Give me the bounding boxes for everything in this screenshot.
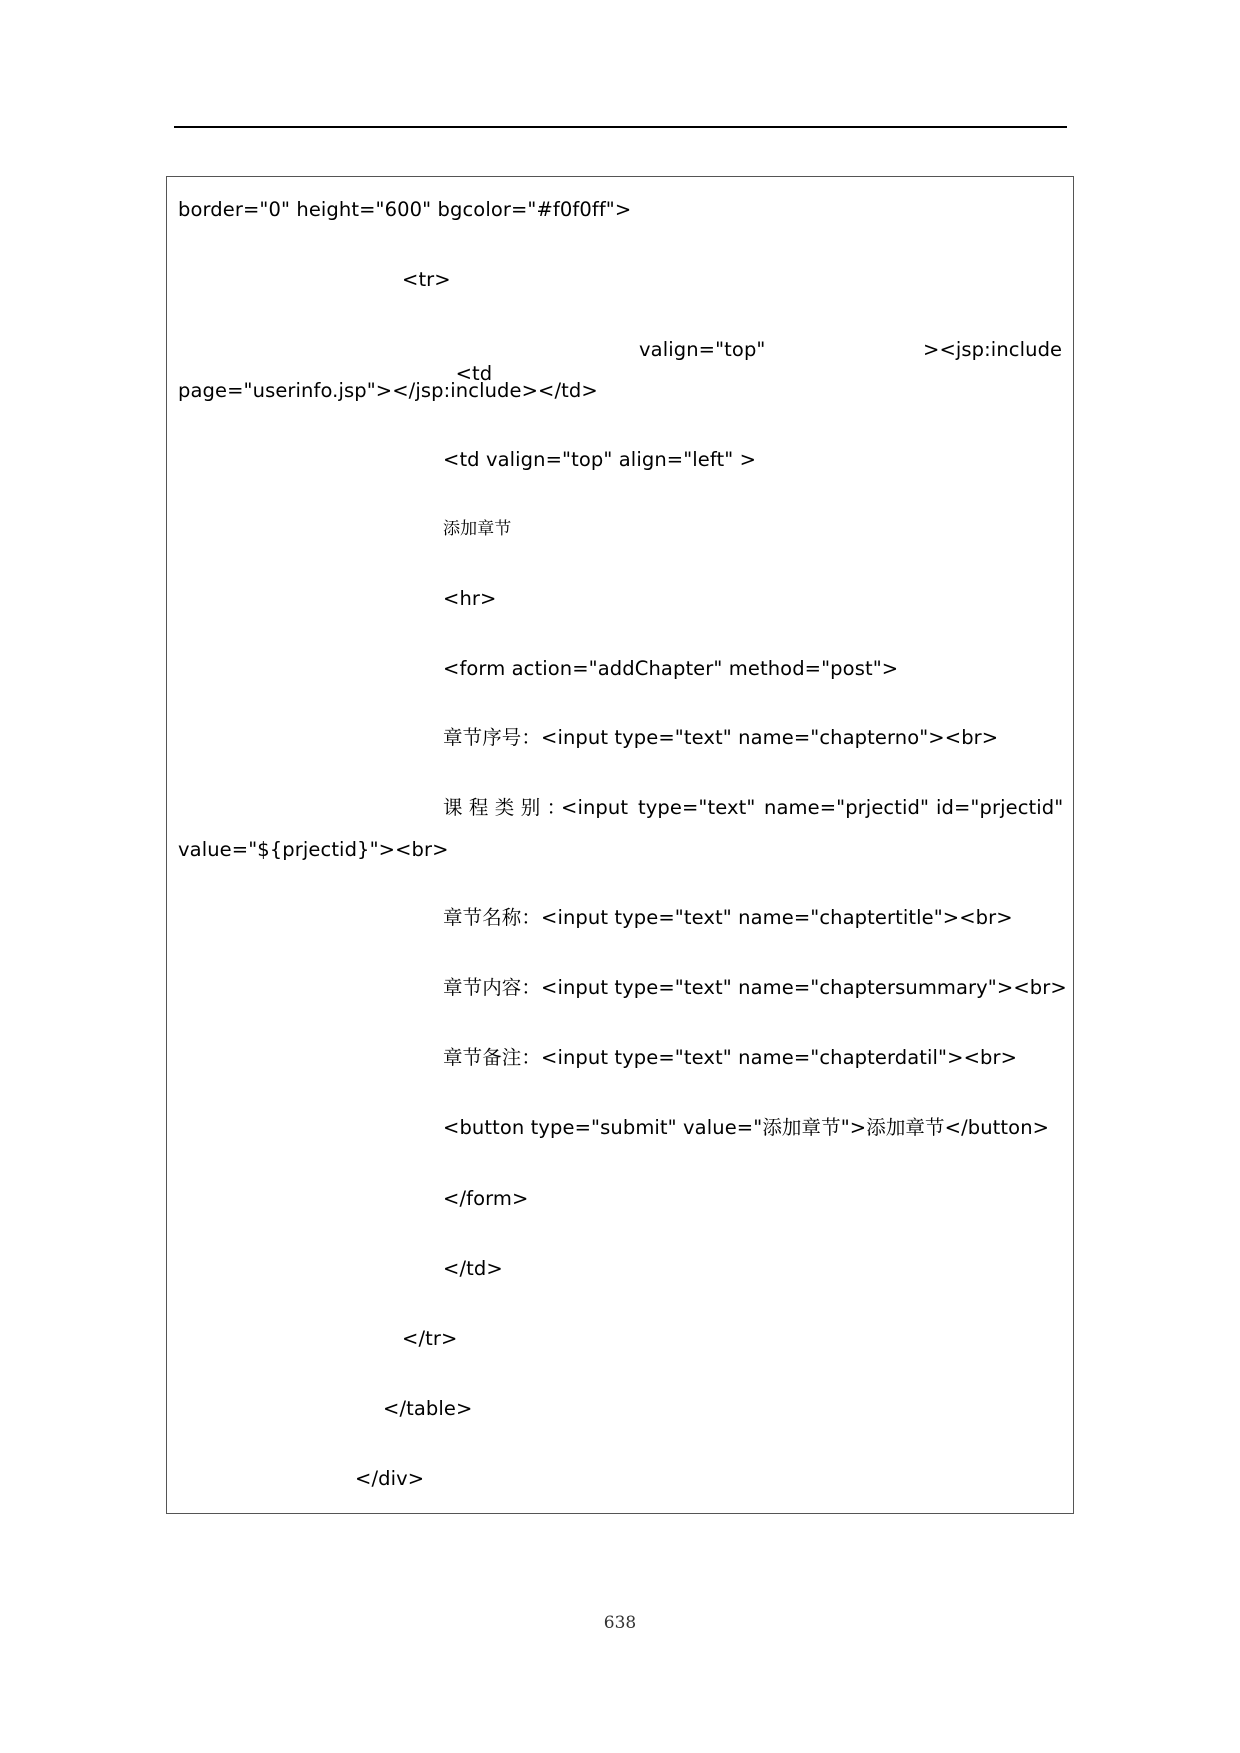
code-line-19: </table> — [383, 1397, 473, 1420]
code-line-10-part-5: id="prjectid" — [936, 796, 1064, 819]
code-line-14: 章节备注：<input type="text" name="chapterdatil"><br> — [443, 1046, 1018, 1069]
code-line-5: <td valign="top" align="left" > — [443, 448, 757, 471]
code-line-1: border="0" height="600" bgcolor="#f0f0ff"> — [178, 198, 632, 221]
code-line-10-part-4: name="prjectid" — [764, 796, 930, 819]
code-line-13: 章节内容：<input type="text" name="chaptersummary"><br> — [443, 976, 1067, 999]
code-line-20: </div> — [355, 1467, 425, 1490]
code-line-3-part-3: ><jsp:include — [923, 338, 1063, 361]
code-line-12: 章节名称：<input type="text" name="chaptertitle"><br> — [443, 906, 1013, 929]
code-line-4: page="userinfo.jsp"></jsp:include></td> — [178, 379, 598, 402]
code-line-18: </tr> — [402, 1327, 458, 1350]
code-line-11: value="${prjectid}"><br> — [178, 838, 449, 861]
code-line-8: <form action="addChapter" method="post"> — [443, 657, 899, 680]
code-line-15: <button type="submit" value="添加章节">添加章节</button> — [443, 1116, 1050, 1139]
code-line-10-part-2: <input — [561, 796, 629, 819]
code-line-6: 添加章节 — [443, 519, 512, 539]
code-line-2: <tr> — [402, 268, 451, 291]
code-line-16: </form> — [443, 1187, 529, 1210]
code-line-10-part-3: type="text" — [638, 796, 756, 819]
code-line-9: 章节序号：<input type="text" name="chapterno"><br> — [443, 726, 999, 749]
header-rule — [174, 126, 1067, 128]
code-line-7: <hr> — [443, 587, 497, 610]
code-line-10-part-1: 课 程 类 别 ： — [443, 796, 567, 819]
code-line-17: </td> — [443, 1257, 503, 1280]
code-line-3-part-1: <td — [455, 362, 493, 385]
page-number: 638 — [603, 1613, 637, 1633]
code-line-3-part-2: valign="top" — [639, 338, 766, 361]
